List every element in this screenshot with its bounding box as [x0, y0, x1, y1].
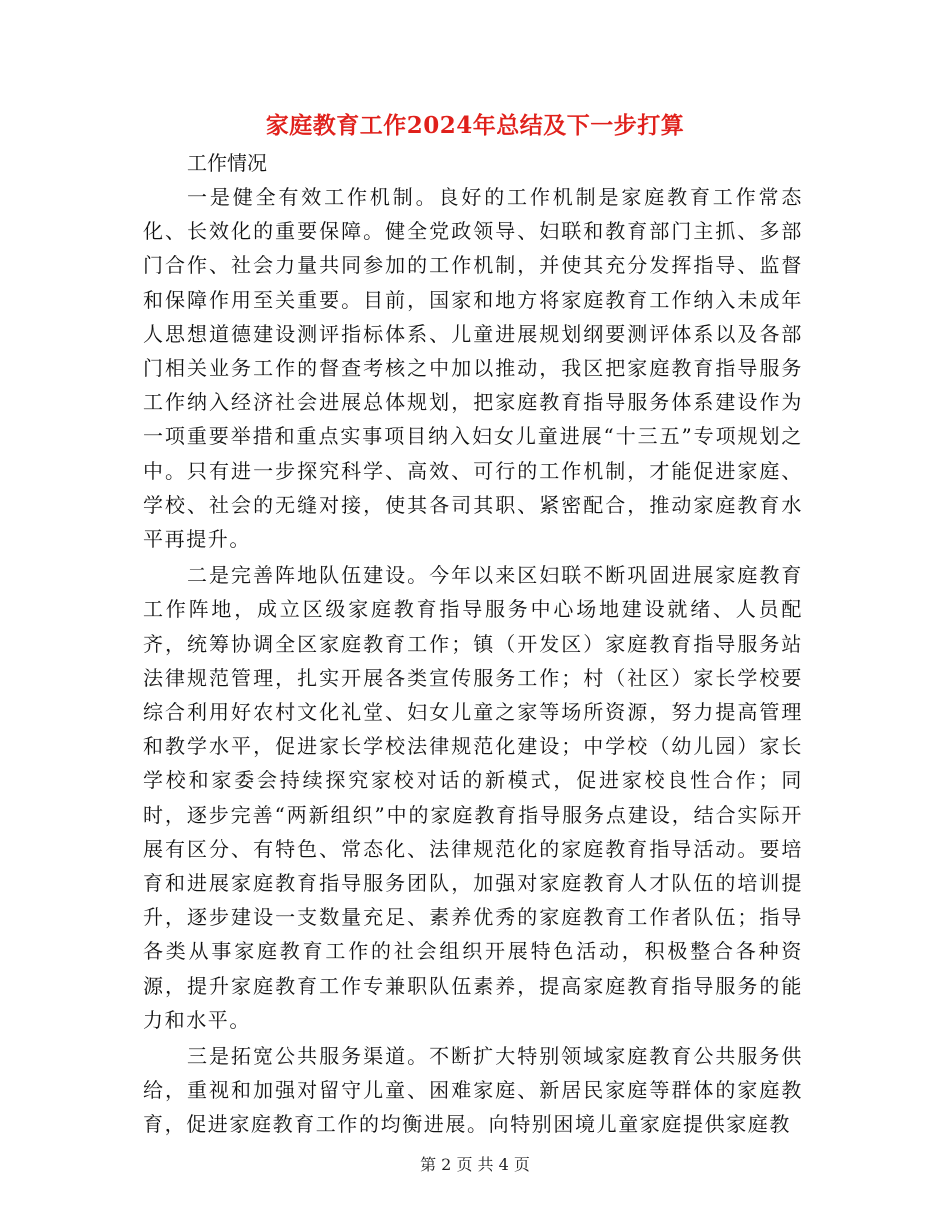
page-footer: 第 2 页 共 4 页	[420, 1155, 530, 1174]
document-title: 家庭教育工作2024年总结及下一步打算	[265, 112, 685, 139]
paragraph-2: 二是完善阵地队伍建设。今年以来区妇联不断巩固进展家庭教育工作阵地，成立区级家庭教育指导服务中心场地建设就绪、人员配齐，统筹协调全区家庭教育工作；镇（开发区）家庭教育指导服务站法律规范管理，扎实开展各类宣传服务工作；村（社区）家长学校要综合利用好农村文化礼堂、妇女儿童之家等场所资源，努力提高管理和教学水平，促进家长学校法律规范化建设；中学校（幼儿园）家长学校和家委会持续探究家校对话的新模式，促进家校良性合作；同时，逐步完善“两新组织”中的家庭教育指导服务点建设，结合实际开展有区分、有特色、常态化、法律规范化的家庭教育指导活动。要培育和进展家庭教育指导服务团队，加强对家庭教育人才队伍的培训提升，逐步建设一支数量充足、素养优秀的家庭教育工作者队伍；指导各类从事家庭教育工作的社会组织开展特色活动，积极整合各种资源，提升家庭教育工作专兼职队伍素养，提高家庭教育指导服务的能力和水平。	[143, 563, 803, 1032]
paragraph-3: 三是拓宽公共服务渠道。不断扩大特别领域家庭教育公共服务供给，重视和加强对留守儿童、困难家庭、新居民家庭等群体的家庭教育，促进家庭教育工作的均衡进展。向特别困境儿童家庭提供家庭教	[143, 1044, 803, 1137]
section-heading: 工作情况	[187, 151, 267, 175]
paragraph-1: 一是健全有效工作机制。良好的工作机制是家庭教育工作常态化、长效化的重要保障。健全党政领导、妇联和教育部门主抓、多部门合作、社会力量共同参加的工作机制，并使其充分发挥指导、监督和保障作用至关重要。目前，国家和地方将家庭教育工作纳入未成年人思想道德建设测评指标体系、儿童进展规划纲要测评体系以及各部门相关业务工作的督查考核之中加以推动，我区把家庭教育指导服务工作纳入经济社会进展总体规划，把家庭教育指导服务体系建设作为一项重要举措和重点实事项目纳入妇女儿童进展“十三五”专项规划之中。只有进一步探究科学、高效、可行的工作机制，才能促进家庭、学校、社会的无缝对接，使其各司其职、紧密配合，推动家庭教育水平再提升。	[143, 185, 803, 552]
document-body	[143, 146, 803, 1144]
